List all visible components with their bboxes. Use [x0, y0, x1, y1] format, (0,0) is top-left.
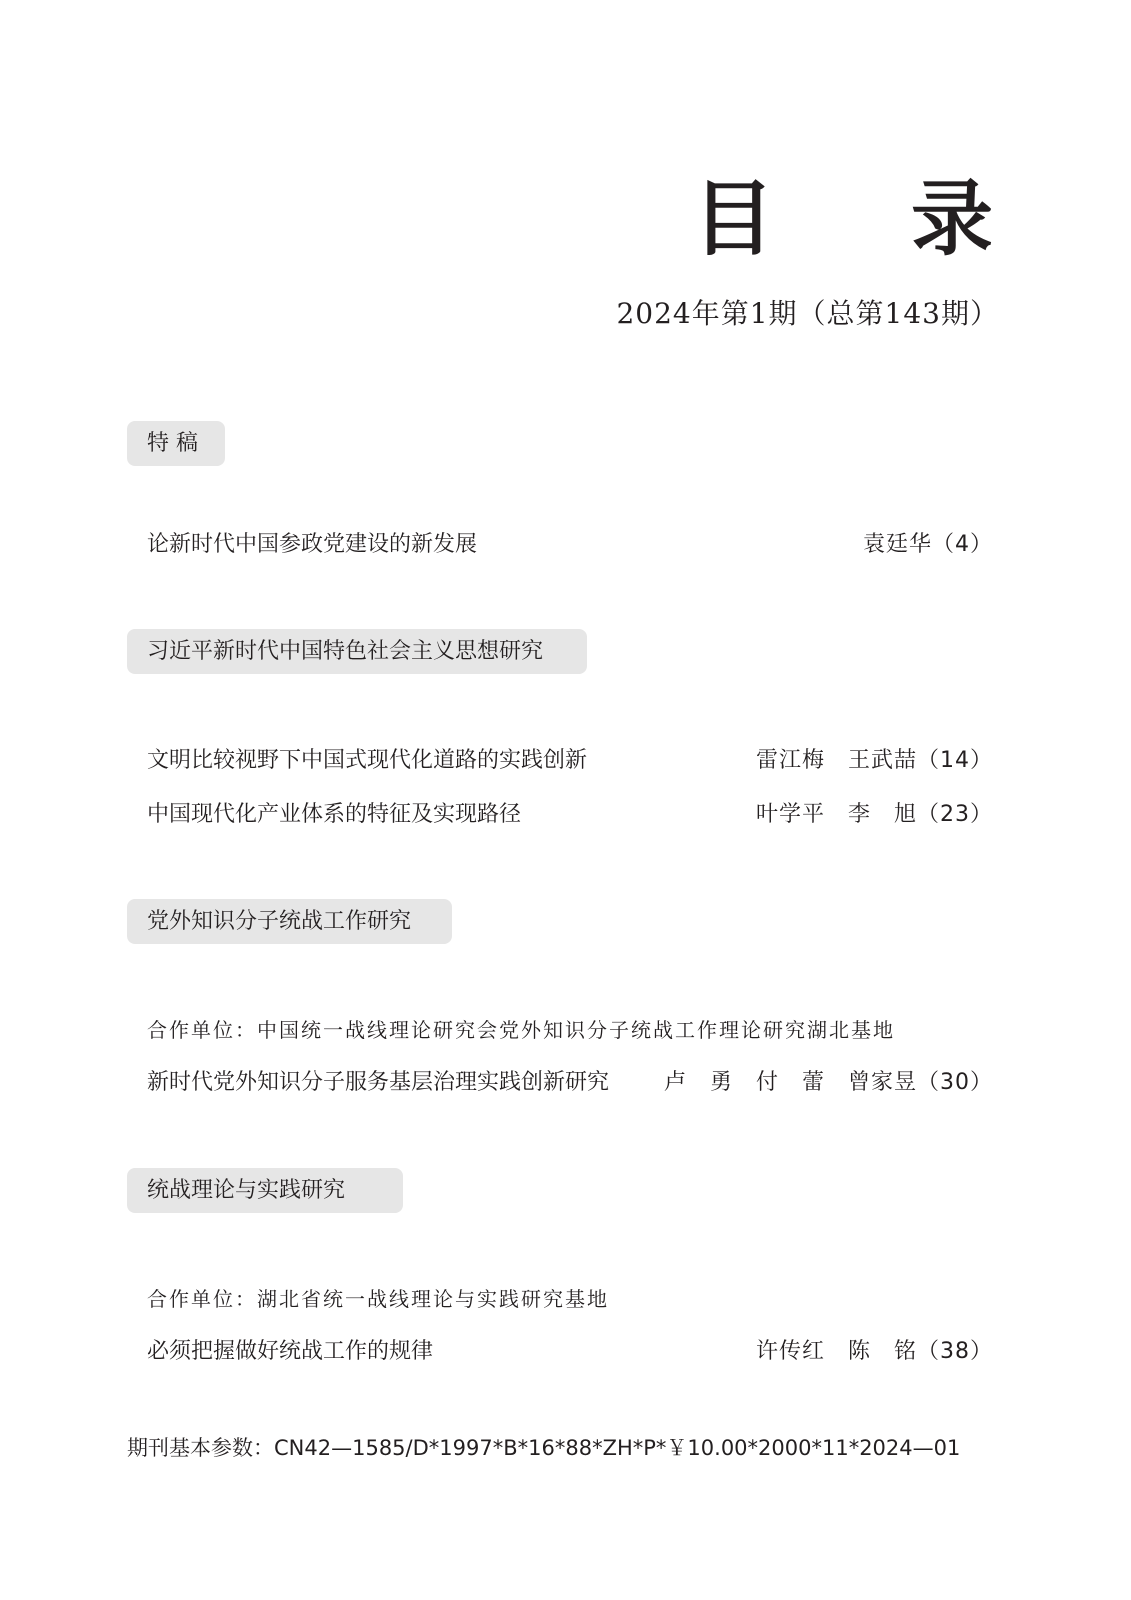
article-author-page: 许传红 陈 铭（38）: [756, 1339, 993, 1364]
article-title[interactable]: 文明比较视野下中国式现代化道路的实践创新: [147, 748, 588, 773]
article-title[interactable]: 必须把握做好统战工作的规律: [147, 1339, 434, 1364]
article-author-page: 卢 勇 付 蕾 曾家昱（30）: [664, 1070, 993, 1095]
article-author-page: 袁廷华（4）: [863, 532, 993, 557]
article-author-page: 叶学平 李 旭（23）: [756, 802, 993, 827]
section-tag-xi-thought: 习近平新时代中国特色社会主义思想研究: [127, 629, 587, 674]
article-title[interactable]: 论新时代中国参政党建设的新发展: [147, 532, 478, 557]
page-title: 目 录: [692, 171, 1047, 267]
section-tag-intellectuals: 党外知识分子统战工作研究: [127, 899, 452, 944]
journal-parameters: 期刊基本参数：CN42—1585/D*1997*B*16*88*ZH*P*￥10.00*2000*11*2024—01: [127, 1436, 961, 1460]
cooperation-unit: 合作单位：中国统一战线理论研究会党外知识分子统战工作理论研究湖北基地: [147, 1018, 895, 1042]
article-author-page: 雷江梅 王武喆（14）: [756, 748, 993, 773]
section-tag-special: 特 稿: [127, 421, 225, 466]
article-title[interactable]: 新时代党外知识分子服务基层治理实践创新研究: [147, 1070, 610, 1095]
article-title[interactable]: 中国现代化产业体系的特征及实现路径: [147, 802, 522, 827]
section-tag-united-front: 统战理论与实践研究: [127, 1168, 403, 1213]
issue-number: 2024年第1期（总第143期）: [616, 297, 999, 330]
cooperation-unit: 合作单位：湖北省统一战线理论与实践研究基地: [147, 1287, 609, 1311]
